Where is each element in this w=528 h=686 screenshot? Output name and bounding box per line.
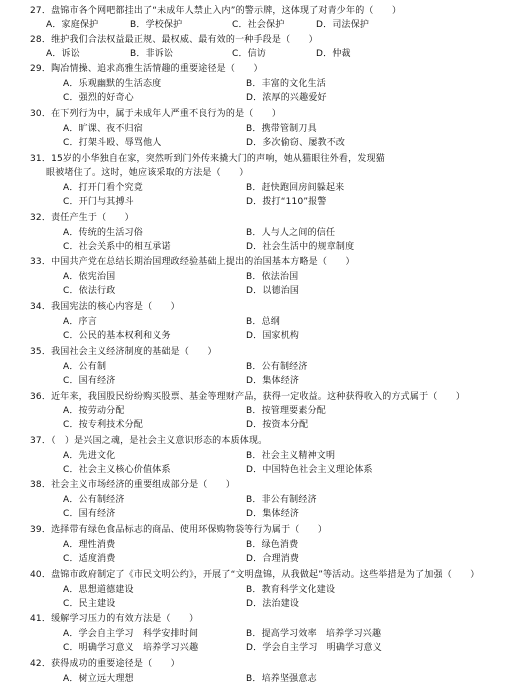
answer-option: D．集体经济 [246, 509, 300, 519]
question-number-dot: ． [41, 302, 52, 312]
answer-option: A．打开门看个究竟 [63, 183, 143, 193]
answer-option: A．乐观幽默的生活态度 [63, 79, 162, 89]
question-stem [30, 523, 327, 537]
question-number-dot: ． [41, 109, 52, 119]
question-stem [30, 33, 318, 47]
question-number: 38 [30, 480, 42, 490]
answer-option: B．绿色消费 [246, 540, 299, 550]
answer-option: B．非公有制经济 [246, 495, 317, 505]
question-number-dot: ． [41, 213, 52, 223]
question-text: 我国社会主义经济制度的基础是（ ） [51, 347, 217, 357]
answer-option: C．社会关系中的相互承诺 [63, 242, 171, 252]
answer-option: D．多次偷窃、屡教不改 [246, 138, 346, 148]
question-text: 盘锦市各个网吧都挂出了“未成年人禁止入内”的警示牌，这体现了对青少年的（ ） [51, 6, 402, 16]
question-number-dot: ． [41, 347, 52, 357]
question-text: 中国共产党在总结长期治国理政经验基础上提出的治国基本方略是（ ） [51, 257, 355, 267]
question-number: 42 [30, 659, 42, 669]
answer-option: D．国家机构 [246, 331, 300, 341]
question-number: 35 [30, 347, 42, 357]
question-text: 缓解学习压力的有效方法是（ ） [51, 614, 199, 624]
question-number: 27 [30, 6, 42, 16]
answer-option: B．非诉讼 [130, 49, 174, 59]
answer-option: D．中国特色社会主义理论体系 [246, 465, 373, 475]
question-number: 34 [30, 302, 42, 312]
question-number: 33 [30, 257, 42, 267]
answer-option: C．社会主义核心价值体系 [63, 465, 171, 475]
answer-option: D．以德治国 [246, 286, 300, 296]
answer-option: D．司法保护 [316, 20, 370, 30]
question-stem [30, 255, 355, 269]
question-stem [30, 390, 465, 404]
question-text: 近年来，我国股民纷纷购买股票、基金等理财产品，获得一定收益。这种获得收入的方式属于（ ） [51, 392, 466, 402]
answer-option: B．教育科学文化建设 [246, 585, 336, 595]
question-number-dot: ． [41, 480, 52, 490]
answer-option: C．按专利技术分配 [63, 420, 144, 430]
question-stem [30, 434, 267, 448]
answer-option: D．仲裁 [316, 49, 351, 59]
question-stem [30, 478, 235, 492]
question-number-dot: ． [41, 436, 52, 446]
answer-option: B．总纲 [246, 317, 280, 327]
answer-option: B．社会主义精神文明 [246, 451, 336, 461]
answer-option: D．拨打“110”报警 [246, 197, 327, 207]
question-text: 维护我们合法权益最正规、最权威、最有效的一种手段是（ ） [51, 35, 318, 45]
question-stem [30, 62, 263, 76]
answer-option: C．强烈的好奇心 [63, 93, 134, 103]
answer-option: A．学会自主学习 科学安排时间 [63, 629, 199, 639]
question-number-dot: ． [41, 64, 52, 74]
answer-option: C．国有经济 [63, 376, 116, 386]
answer-option: C．明确学习意义 培养学习兴趣 [63, 643, 199, 653]
question-number-dot: ． [41, 257, 52, 267]
question-number-dot: ． [41, 570, 52, 580]
answer-option: D．法治建设 [246, 599, 300, 609]
question-number-dot: ． [41, 154, 52, 164]
answer-option: C．信访 [232, 49, 267, 59]
answer-option: A．公有制 [63, 362, 107, 372]
answer-option: D．按资本分配 [246, 420, 309, 430]
question-stem [30, 657, 180, 671]
question-text: 陶冶情操、追求高雅生活情趣的重要途径是（ ） [51, 64, 263, 74]
question-number: 30 [30, 109, 42, 119]
question-text: 责任产生于（ ） [51, 213, 134, 223]
answer-option: D．学会自主学习 明确学习意义 [246, 643, 382, 653]
answer-option: C．民主建设 [63, 599, 116, 609]
answer-option: C．依法行政 [63, 286, 116, 296]
question-text: 我国宪法的核心内容是（ ） [51, 302, 180, 312]
question-number-dot: ． [41, 614, 52, 624]
answer-option: A．树立远大理想 [63, 674, 134, 684]
answer-option: A．思想道德建设 [63, 585, 134, 595]
answer-option: B．培养坚强意志 [246, 674, 317, 684]
question-text: 选择带有绿色食品标志的商品、使用环保购物袋等行为属于（ ） [51, 525, 328, 535]
question-number: 28 [30, 35, 42, 45]
answer-option: A．先进文化 [63, 451, 116, 461]
question-text: 盘锦市政府制定了《市民文明公约》，开展了“文明盘锦，从我做起”等活动。这些举措是为了加强（ ） [51, 570, 480, 580]
question-stem [30, 300, 180, 314]
answer-option: C．公民的基本权利和义务 [63, 331, 171, 341]
question-number: 31 [30, 154, 42, 164]
answer-option: A．依宪治国 [63, 272, 116, 282]
answer-option: C．适度消费 [63, 554, 116, 564]
question-text: 15岁的小华独自在家，突然听到门外传来撬大门的声响，她从猫眼往外看，发现猫 [51, 154, 385, 164]
question-stem [30, 107, 281, 121]
question-stem [30, 612, 198, 626]
answer-option: C．开门与其搏斗 [63, 197, 134, 207]
question-number-dot: ． [41, 6, 52, 16]
answer-option: A．公有制经济 [63, 495, 125, 505]
question-stem [30, 211, 134, 225]
question-number: 29 [30, 64, 42, 74]
question-number-dot: ． [41, 525, 52, 535]
question-text: 获得成功的重要途径是（ ） [51, 659, 180, 669]
answer-option: D．社会生活中的规章制度 [246, 242, 355, 252]
question-number: 40 [30, 570, 42, 580]
question-number: 32 [30, 213, 42, 223]
answer-option: D．合理消费 [246, 554, 300, 564]
answer-option: B．提高学习效率 培养学习兴趣 [246, 629, 382, 639]
answer-option: D．浓厚的兴趣爱好 [246, 93, 327, 103]
answer-option: B．丰富的文化生活 [246, 79, 326, 89]
question-text: 在下列行为中，属于未成年人严重不良行为的是（ ） [51, 109, 282, 119]
answer-option: A．理性消费 [63, 540, 116, 550]
answer-option: B．学校保护 [130, 20, 183, 30]
answer-option: B．依法治国 [246, 272, 299, 282]
answer-option: C．社会保护 [232, 20, 285, 30]
answer-option: B．按管理要素分配 [246, 406, 326, 416]
answer-option: B．公有制经济 [246, 362, 308, 372]
question-stem [30, 568, 480, 582]
answer-option: B．赶快跑回房间躲起来 [246, 183, 345, 193]
answer-option: B．人与人之间的信任 [246, 228, 336, 238]
answer-option: A．序言 [63, 317, 97, 327]
question-text: （ ）是兴国之魂，是社会主义意识形态的本质体现。 [51, 436, 268, 446]
answer-option: C．打架斗殴、辱骂他人 [63, 138, 162, 148]
question-number: 39 [30, 525, 42, 535]
answer-option: A．旷课、夜不归宿 [63, 124, 143, 134]
question-text: 社会主义市场经济的重要组成部分是（ ） [51, 480, 236, 490]
answer-option: B．携带管制刀具 [246, 124, 317, 134]
question-number-dot: ． [41, 392, 52, 402]
answer-option: A．诉讼 [46, 49, 80, 59]
question-number: 36 [30, 392, 42, 402]
answer-option: C．国有经济 [63, 509, 116, 519]
question-number: 41 [30, 614, 42, 624]
question-number-dot: ． [41, 35, 52, 45]
answer-option: A．按劳动分配 [63, 406, 125, 416]
answer-option: A．家庭保护 [46, 20, 99, 30]
answer-option: A．传统的生活习俗 [63, 228, 143, 238]
question-stem [30, 345, 217, 359]
question-stem [30, 152, 385, 166]
question-text-continued: 眼被堵住了。这时，她应该采取的方法是（ ） [46, 168, 249, 178]
question-number-dot: ． [41, 659, 52, 669]
question-stem [30, 4, 401, 18]
answer-option: D．集体经济 [246, 376, 300, 386]
question-number: 37 [30, 436, 42, 446]
